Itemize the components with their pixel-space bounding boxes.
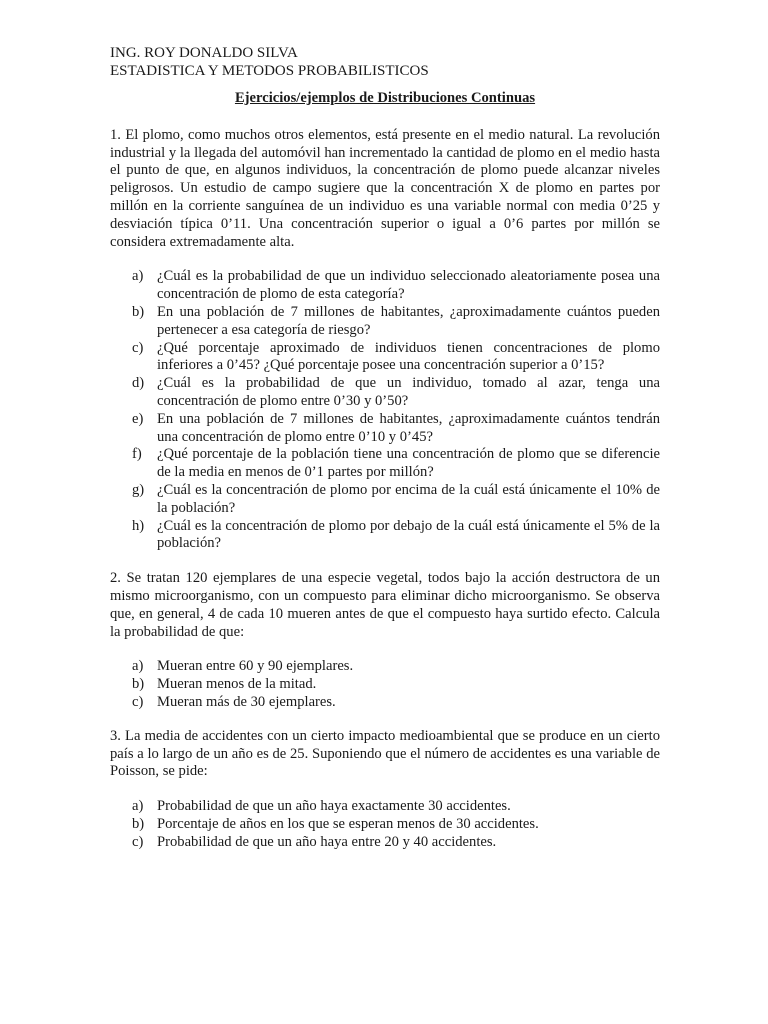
question-marker: d) [132,375,145,392]
question-text: Mueran entre 60 y 90 ejemplares. [157,658,354,675]
question-item [110,304,660,340]
question-text: ¿Cuál es la probabilidad de que un individuo seleccionado aleatoriamente posea una concentración de plomo de esta categoría? [157,268,660,303]
exercise-2-questions [110,658,660,711]
question-marker: c) [132,693,144,710]
question-item [110,834,660,852]
exercise-3-statement: 3. La media de accidentes con un cierto impacto medioambiental que se produce en un cierto país a lo largo de un año es de 25. Suponiendo que el número de accidentes es una variable de Poisson, se pide: [110,727,660,780]
question-item [110,482,660,518]
question-text: Porcentaje de años en los que se esperan menos de 30 accidentes. [157,815,539,832]
question-text: ¿Cuál es la concentración de plomo por encima de la cuál está únicamente el 10% de la población? [157,481,660,516]
question-item [110,518,660,554]
question-marker: b) [132,303,145,320]
course-name: ESTADISTICA Y METODOS PROBABILISTICOS [110,63,429,79]
question-text: En una población de 7 millones de habitantes, ¿aproximadamente cuántos tendrán una concentración de plomo entre 0’10 y 0’45? [157,410,660,445]
question-item [110,798,660,816]
question-item [110,375,660,411]
question-item [110,340,660,376]
question-marker: f) [132,446,142,463]
question-marker: c) [132,833,144,850]
exercise-3-questions [110,798,660,851]
question-item [110,694,660,712]
exercise-2-statement: 2. Se tratan 120 ejemplares de una especie vegetal, todos bajo la acción destructora de un mismo microorganismo, con un compuesto para eliminar dicho microorganismo. Se observa que, en general, 4 de cada 10 mueren antes de que el compuesto haya surtido efecto. Calcula la probabilidad de que: [110,570,660,640]
exercise-1-statement: 1. El plomo, como muchos otros elementos, está presente en el medio natural. La revolución industrial y la llegada del automóvil han incrementado la cantidad de plomo en el medio hasta el punto de que, en algunos individuos, la concentración de plomo puede alcanzar niveles peligrosos. Un estudio de campo sugiere que la concentración X de plomo en partes por millón en la corriente sanguínea de un individuo es una variable normal con media 0’25 y desviación típica 0’11. Una concentración superior o igual a 0’6 partes por millón se considera extremadamente alta. [110,126,660,250]
question-marker: a) [132,798,144,815]
author-name: ING. ROY DONALDO SILVA [110,45,298,61]
question-text: ¿Cuál es la probabilidad de que un individuo, tomado al azar, tenga una concentración de plomo entre 0’30 y 0’50? [157,375,660,409]
question-text: Mueran menos de la mitad. [157,676,317,693]
question-marker: a) [132,658,144,675]
exercise-1-questions [110,268,660,553]
question-text: ¿Qué porcentaje aproximado de individuos tienen concentraciones de plomo inferiores a 0’45? ¿Qué porcentaje posee una concentración superior a 0’15? [157,339,660,374]
question-marker: a) [132,268,144,285]
question-marker: e) [132,410,144,427]
question-text: Mueran más de 30 ejemplares. [157,693,336,710]
question-marker: g) [132,481,145,498]
question-text: En una población de 7 millones de habitantes, ¿aproximadamente cuántos pueden pertenecer a esa categoría de riesgo? [157,303,660,338]
question-marker: b) [132,676,145,693]
question-text: ¿Qué porcentaje de la población tiene una concentración de plomo que se diferencie de la media en menos de 0’1 partes por millón? [157,446,660,481]
document-title: Ejercicios/ejemplos de Distribuciones Continuas [234,90,536,106]
document-page [110,44,660,851]
question-item [110,411,660,447]
question-item [110,268,660,304]
question-item [110,816,660,834]
question-text: Probabilidad de que un año haya entre 20 y 40 accidentes. [157,833,497,850]
question-item [110,676,660,694]
question-marker: c) [132,339,144,356]
question-item [110,658,660,676]
question-marker: h) [132,517,145,534]
question-text: ¿Cuál es la concentración de plomo por debajo de la cuál está únicamente el 5% de la población? [157,517,660,552]
question-text: Probabilidad de que un año haya exactamente 30 accidentes. [157,798,511,815]
question-item [110,446,660,482]
question-marker: b) [132,815,145,832]
